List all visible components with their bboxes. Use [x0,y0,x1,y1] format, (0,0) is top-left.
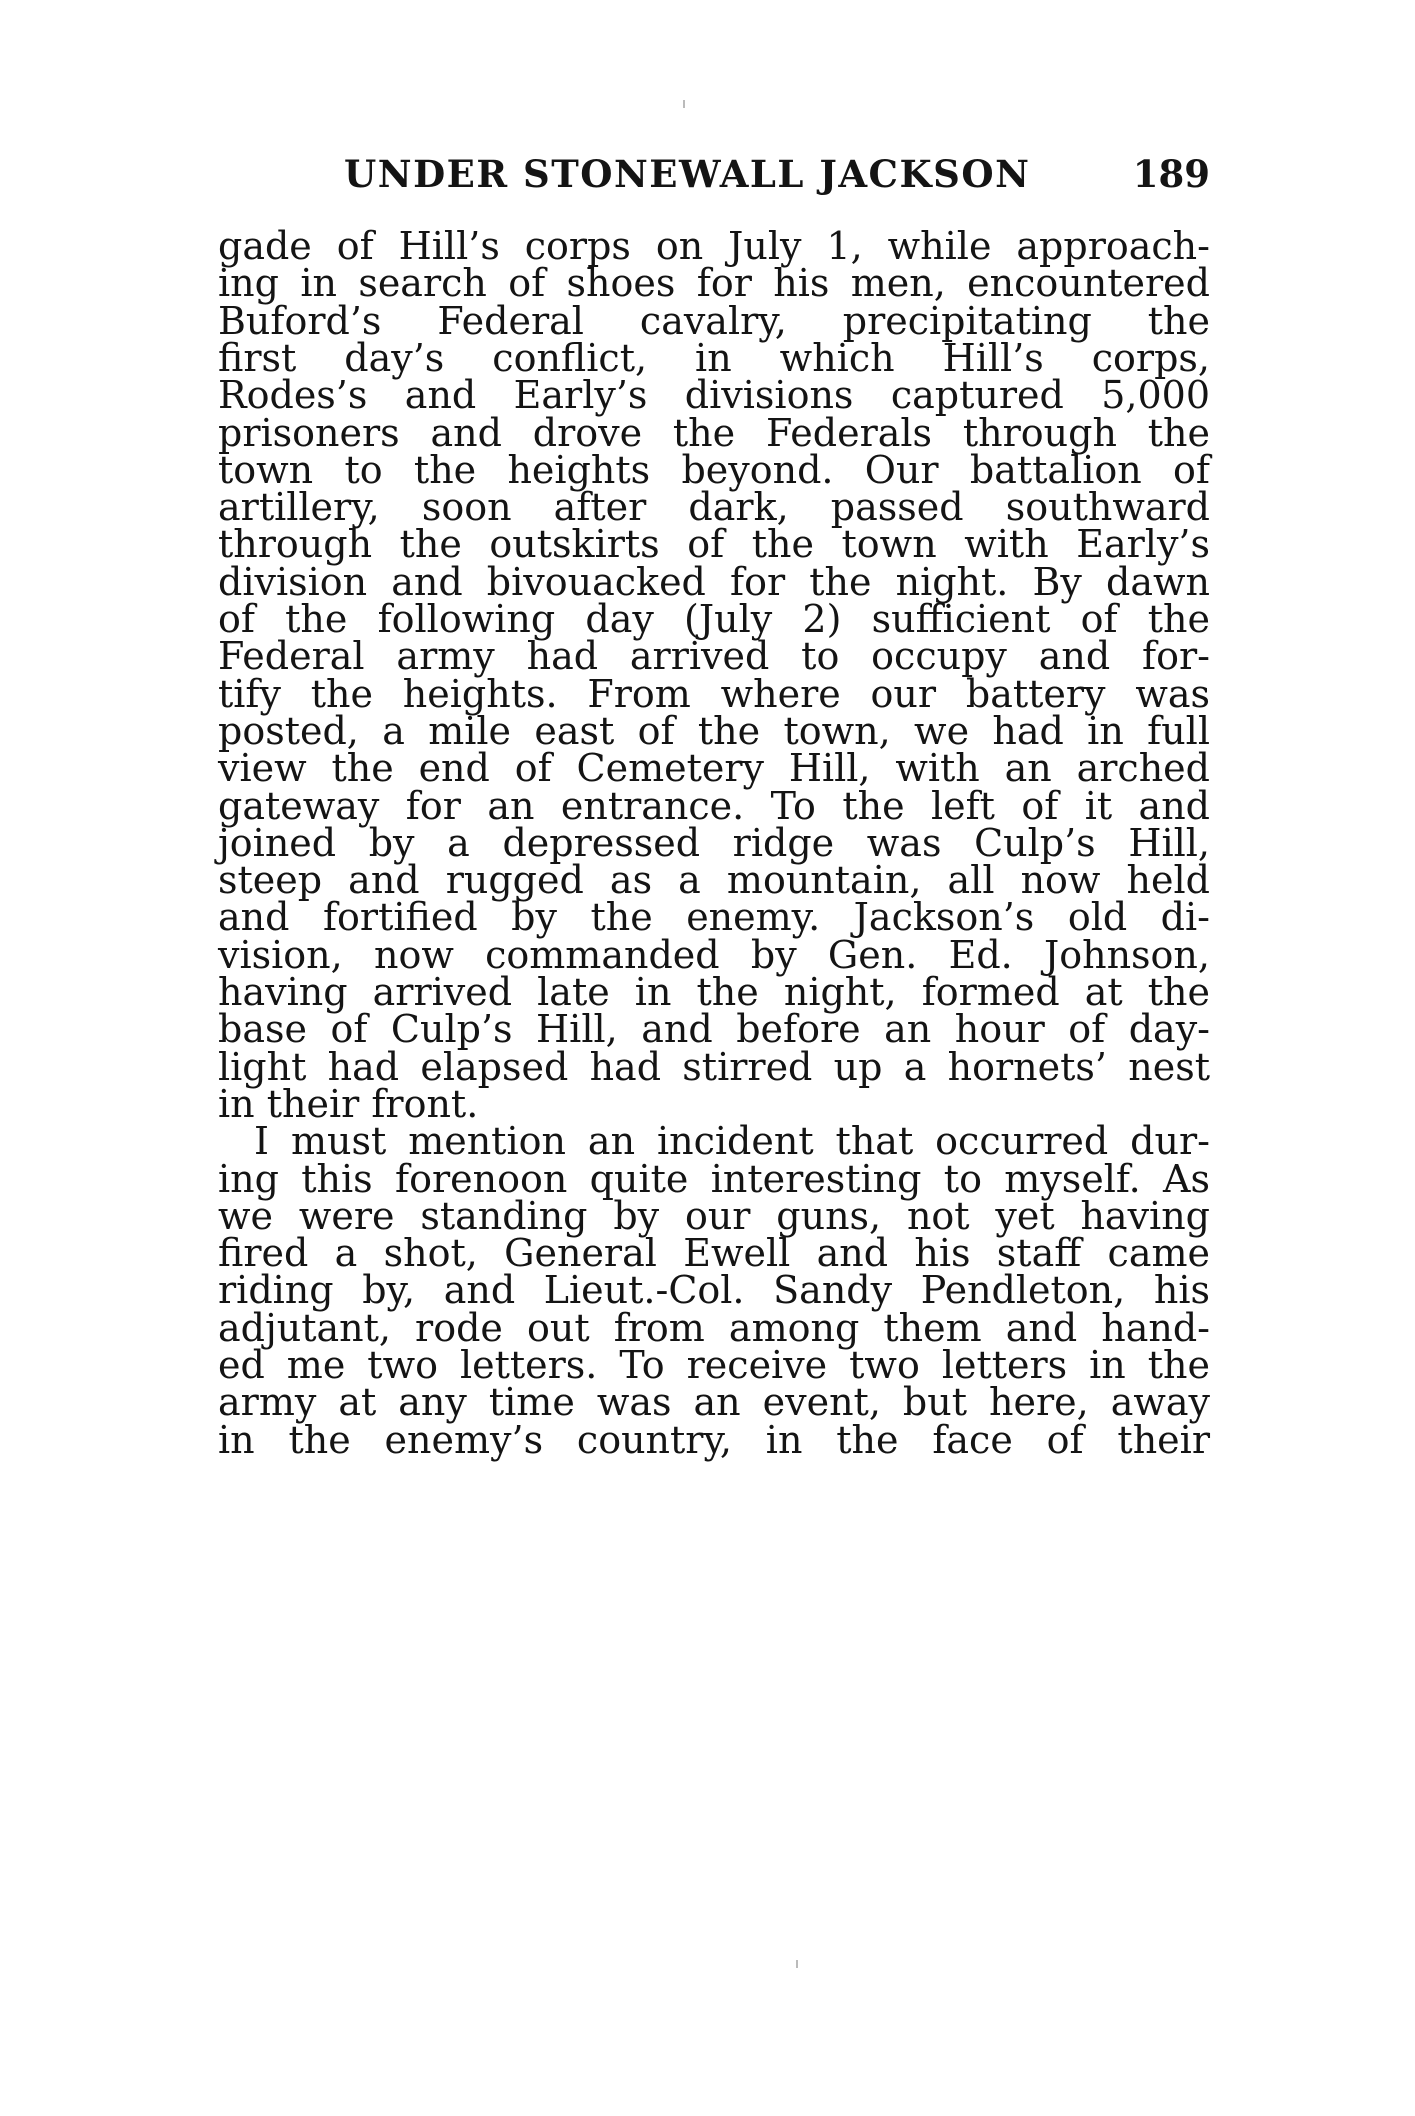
text-line: vision, now commanded by Gen. Ed. Johnson, [218,932,1210,977]
text-line: Rodes’s and Early’s divisions captured 5,000 [218,373,1210,418]
text-line: gade of Hill’s corps on July 1, while approach- [218,224,1210,268]
text-line: Buford’s Federal cavalry, precipitating the [218,298,1210,343]
text-line: in the enemy’s country, in the face of their [218,1417,1210,1462]
text-line: light had elapsed had stirred up a hornets’ nest [218,1044,1210,1089]
text-line: town to the heights beyond. Our battalion of [218,447,1210,492]
text-line: in their front. [218,1081,479,1126]
text-line: artillery, soon after dark, passed southward [218,485,1210,530]
text-line: riding by, and Lieut.-Col. Sandy Pendleton, his [218,1268,1210,1313]
text-line: Federal army had arrived to occupy and for- [218,634,1210,679]
text-line: having arrived late in the night, formed at the [218,970,1210,1014]
text-line: steep and rugged as a mountain, all now held [218,858,1210,903]
text-line: ed me two letters. To receive two letters in the [218,1343,1210,1387]
text-line: division and bivouacked for the night. By dawn [218,559,1210,604]
running-title: UNDER STONEWALL JACKSON [344,152,1031,196]
text-line: base of Culp’s Hill, and before an hour of day- [218,1007,1210,1052]
text-line: army at any time was an event, but here, away [218,1380,1210,1425]
page-number: 189 [1132,152,1210,196]
text-line: view the end of Cemetery Hill, with an arched [218,746,1210,791]
scan-speck [683,100,685,108]
text-line: we were standing by our guns, not yet having [218,1193,1210,1238]
text-line: through the outskirts of the town with Early’s [218,522,1210,567]
text-line: gateway for an entrance. To the left of it and [218,783,1210,828]
text-line: and fortified by the enemy. Jackson’s old di- [218,895,1210,940]
text-line: tify the heights. From where our battery was [218,671,1210,716]
text-line: adjutant, rode out from among them and hand- [218,1305,1210,1350]
running-head [344,152,1210,212]
text-line: prisoners and drove the Federals through the [218,410,1210,455]
text-line: first day’s conflict, in which Hill’s corps, [218,335,1210,380]
text-line: of the following day (July 2) sufficient of the [218,597,1210,641]
text-line: ing this forenoon quite interesting to myself. As [218,1156,1210,1201]
text-line: I must mention an incident that occurred dur- [254,1119,1210,1164]
text-line: ing in search of shoes for his men, encountered [218,261,1210,306]
text-line: fired a shot, General Ewell and his staff came [218,1231,1210,1276]
text-line: joined by a depressed ridge was Culp’s Hill, [218,820,1210,865]
text-line: posted, a mile east of the town, we had in full [218,708,1210,753]
scan-speck [796,1960,798,1968]
